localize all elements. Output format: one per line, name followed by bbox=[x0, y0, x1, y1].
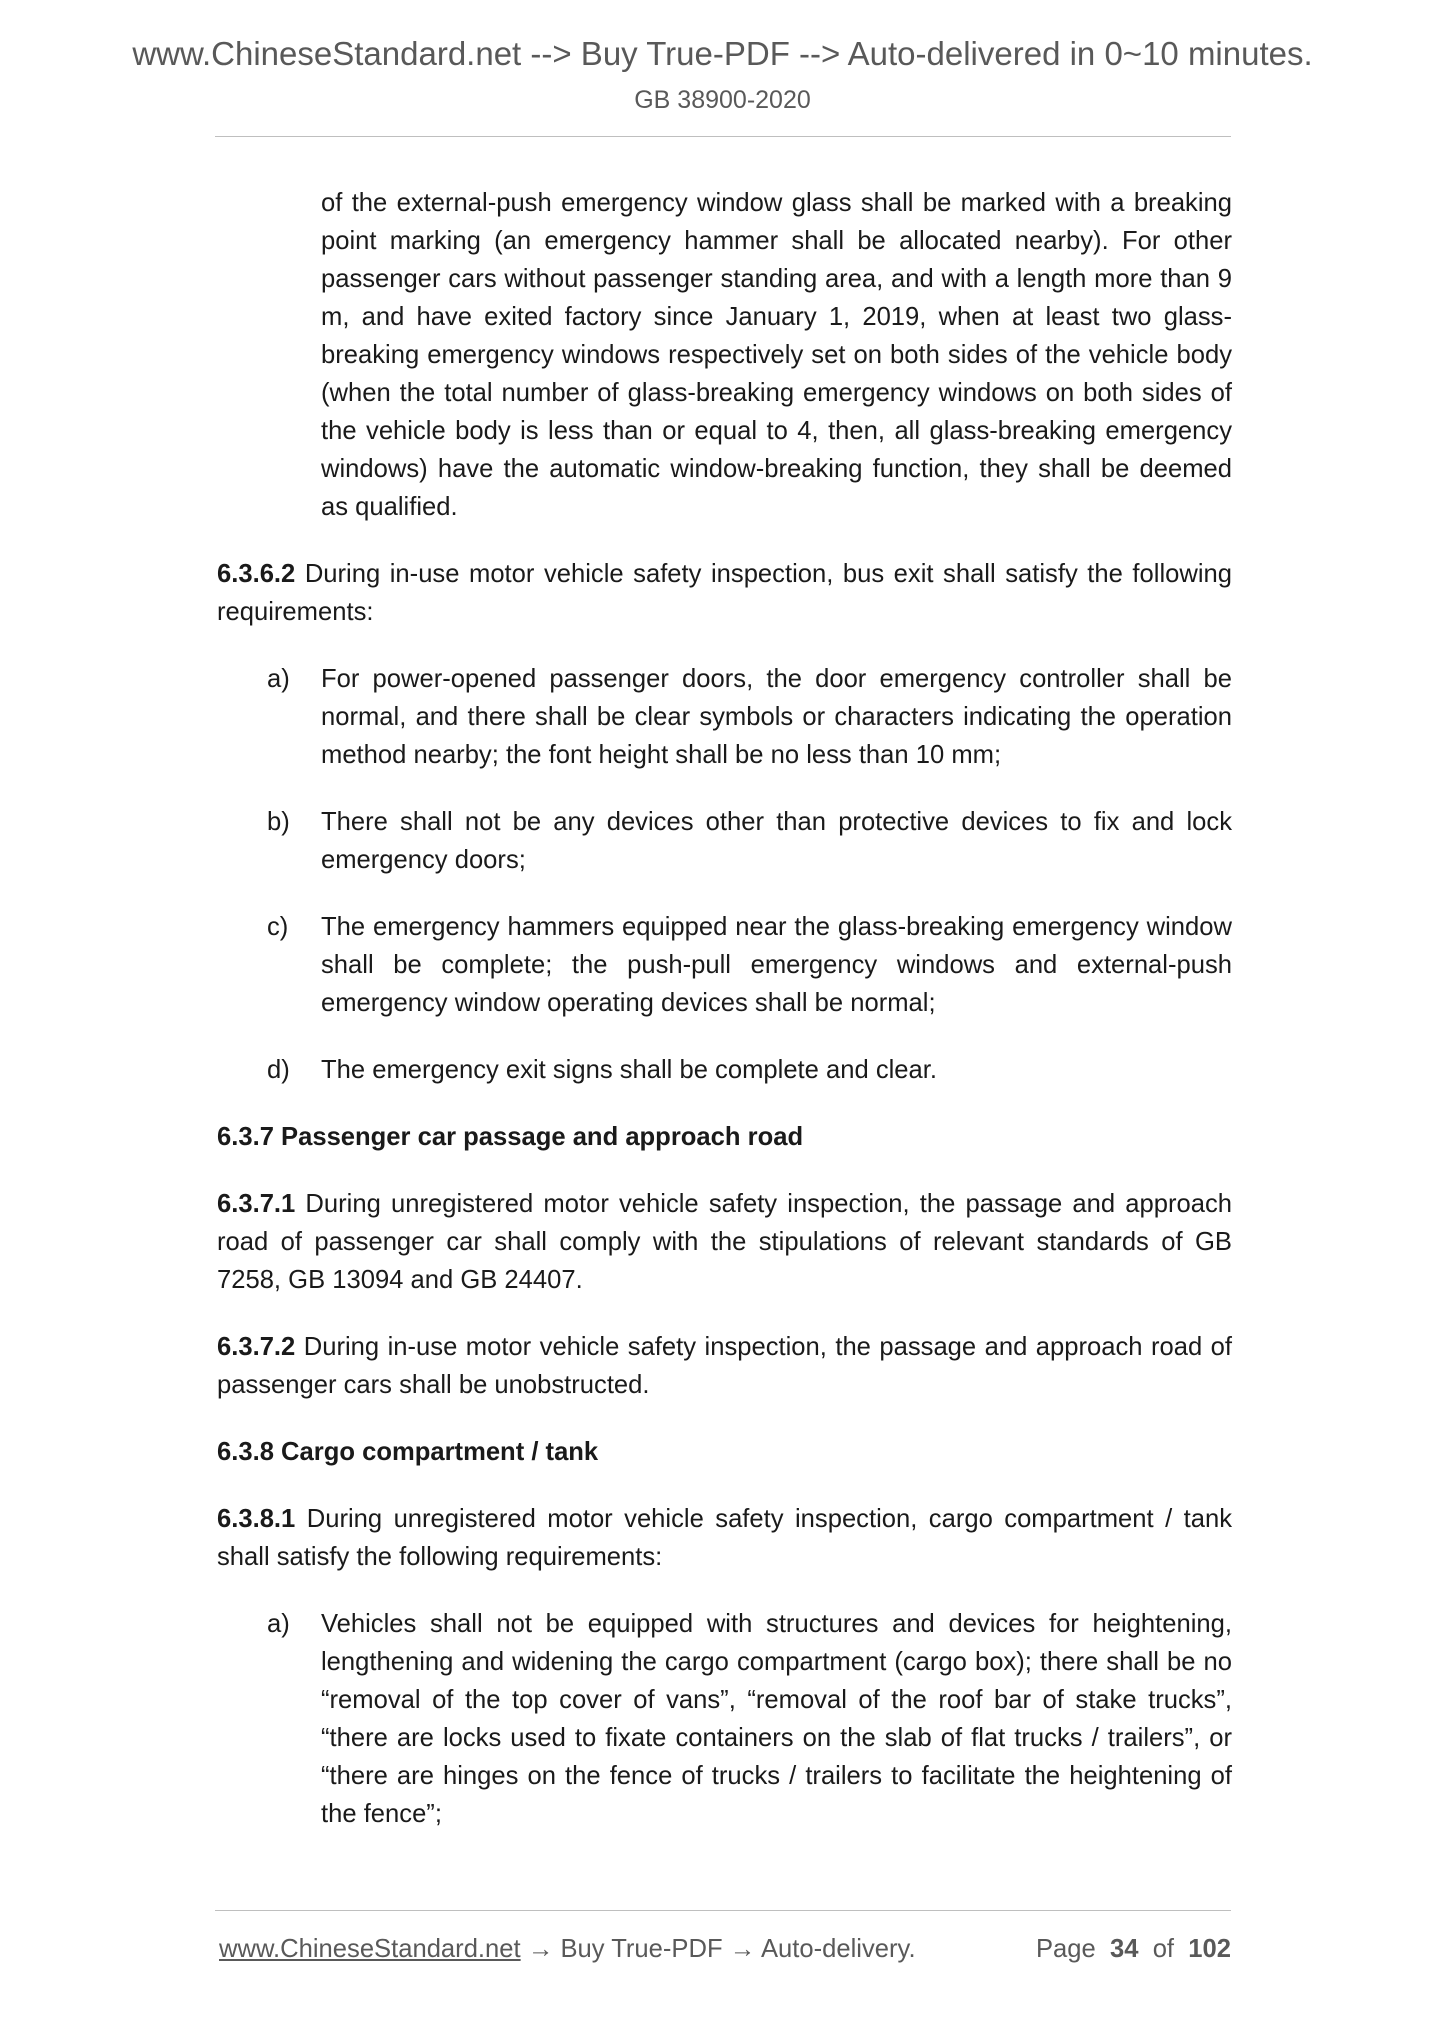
of-label: of bbox=[1152, 1935, 1175, 1963]
clause-number: 6.3.7.1 bbox=[217, 1190, 296, 1218]
list-item-text: There shall not be any devices other than protective devices to fix and lock emergency doors; bbox=[321, 808, 1232, 874]
page-body bbox=[217, 184, 1232, 1833]
continuation-paragraph: of the external-push emergency window glass shall be marked with a breaking point marking (an emergency hammer shall be allocated nearby). For other passenger cars without passenger standing area, and with a length more than 9 m, and have exited factory since January 1, 2019, when at least two glass-breaking emergency windows respectively set on both sides of the vehicle body (when the total number of glass-breaking emergency windows on both sides of the vehicle body is less than or equal to 4, then, all glass-breaking emergency windows) have the automatic window-breaking function, they shall be deemed as qualified. bbox=[321, 189, 1232, 521]
footer-promo bbox=[219, 1932, 916, 1966]
list-item-label: a) bbox=[267, 1610, 290, 1638]
header-banner: www.ChineseStandard.net --> Buy True-PDF --> Auto-delivered in 0~10 minutes. bbox=[132, 35, 1313, 72]
section-heading-6-3-7: 6.3.7 Passenger car passage and approach road bbox=[217, 1123, 804, 1151]
list-item bbox=[217, 1051, 1232, 1089]
list-item-label: d) bbox=[267, 1056, 290, 1084]
list-item-text: The emergency exit signs shall be complete and clear. bbox=[321, 1056, 937, 1084]
footer-promo-text: → Buy True-PDF → Auto-delivery. bbox=[520, 1935, 916, 1963]
list-item bbox=[217, 1605, 1232, 1833]
list-item-text: The emergency hammers equipped near the glass-breaking emergency window shall be complete; the push-pull emergency windows and external-push emergency window operating devices shall be normal; bbox=[321, 913, 1232, 1017]
clause-text: During in-use motor vehicle safety inspection, bus exit shall satisfy the following requirements: bbox=[217, 560, 1232, 626]
clause-number: 6.3.6.2 bbox=[217, 560, 296, 588]
clause-text: During in-use motor vehicle safety inspection, the passage and approach road of passenger cars shall be unobstructed. bbox=[217, 1333, 1232, 1399]
section-heading-6-3-8: 6.3.8 Cargo compartment / tank bbox=[217, 1438, 599, 1466]
page-indicator bbox=[1036, 1932, 1231, 1966]
clause-6-3-6-2 bbox=[217, 555, 1232, 631]
list-item-label: b) bbox=[267, 808, 290, 836]
page-label: Page bbox=[1035, 1935, 1096, 1963]
total-pages-number: 102 bbox=[1188, 1935, 1231, 1963]
list-item-label: a) bbox=[267, 665, 290, 693]
list-item bbox=[217, 660, 1232, 774]
current-page-number: 34 bbox=[1110, 1935, 1139, 1963]
clause-text: During unregistered motor vehicle safety inspection, cargo compartment / tank shall satisfy the following requirements: bbox=[217, 1505, 1232, 1571]
header-divider bbox=[215, 136, 1231, 137]
list-item bbox=[217, 908, 1232, 1022]
clause-number: 6.3.8.1 bbox=[217, 1505, 296, 1533]
clause-text: During unregistered motor vehicle safety inspection, the passage and approach road of passenger car shall comply with the stipulations of relevant standards of GB 7258, GB 13094 and GB 24407. bbox=[217, 1190, 1232, 1294]
clause-6-3-8-1 bbox=[217, 1500, 1232, 1576]
list-item-text: For power-opened passenger doors, the door emergency controller shall be normal, and there shall be clear symbols or characters indicating the operation method nearby; the font height shall be no less than 10 mm; bbox=[321, 665, 1232, 769]
standard-code: GB 38900-2020 bbox=[634, 86, 811, 114]
list-item-label: c) bbox=[267, 913, 289, 941]
clause-6-3-7-2 bbox=[217, 1328, 1232, 1404]
clause-number: 6.3.7.2 bbox=[217, 1333, 296, 1361]
footer-site-link[interactable]: www.ChineseStandard.net bbox=[219, 1935, 521, 1963]
list-item-text: Vehicles shall not be equipped with structures and devices for heightening, lengthening and widening the cargo compartment (cargo box); there shall be no “removal of the top cover of vans”, “removal of the roof bar of stake trucks”, “there are locks used to fixate containers on the slab of flat trucks / trailers”, or “there are hinges on the fence of trucks / trailers to facilitate the heightening of the fence”; bbox=[321, 1610, 1232, 1828]
clause-6-3-7-1 bbox=[217, 1185, 1232, 1299]
footer-divider bbox=[215, 1910, 1231, 1911]
list-item bbox=[217, 803, 1232, 879]
